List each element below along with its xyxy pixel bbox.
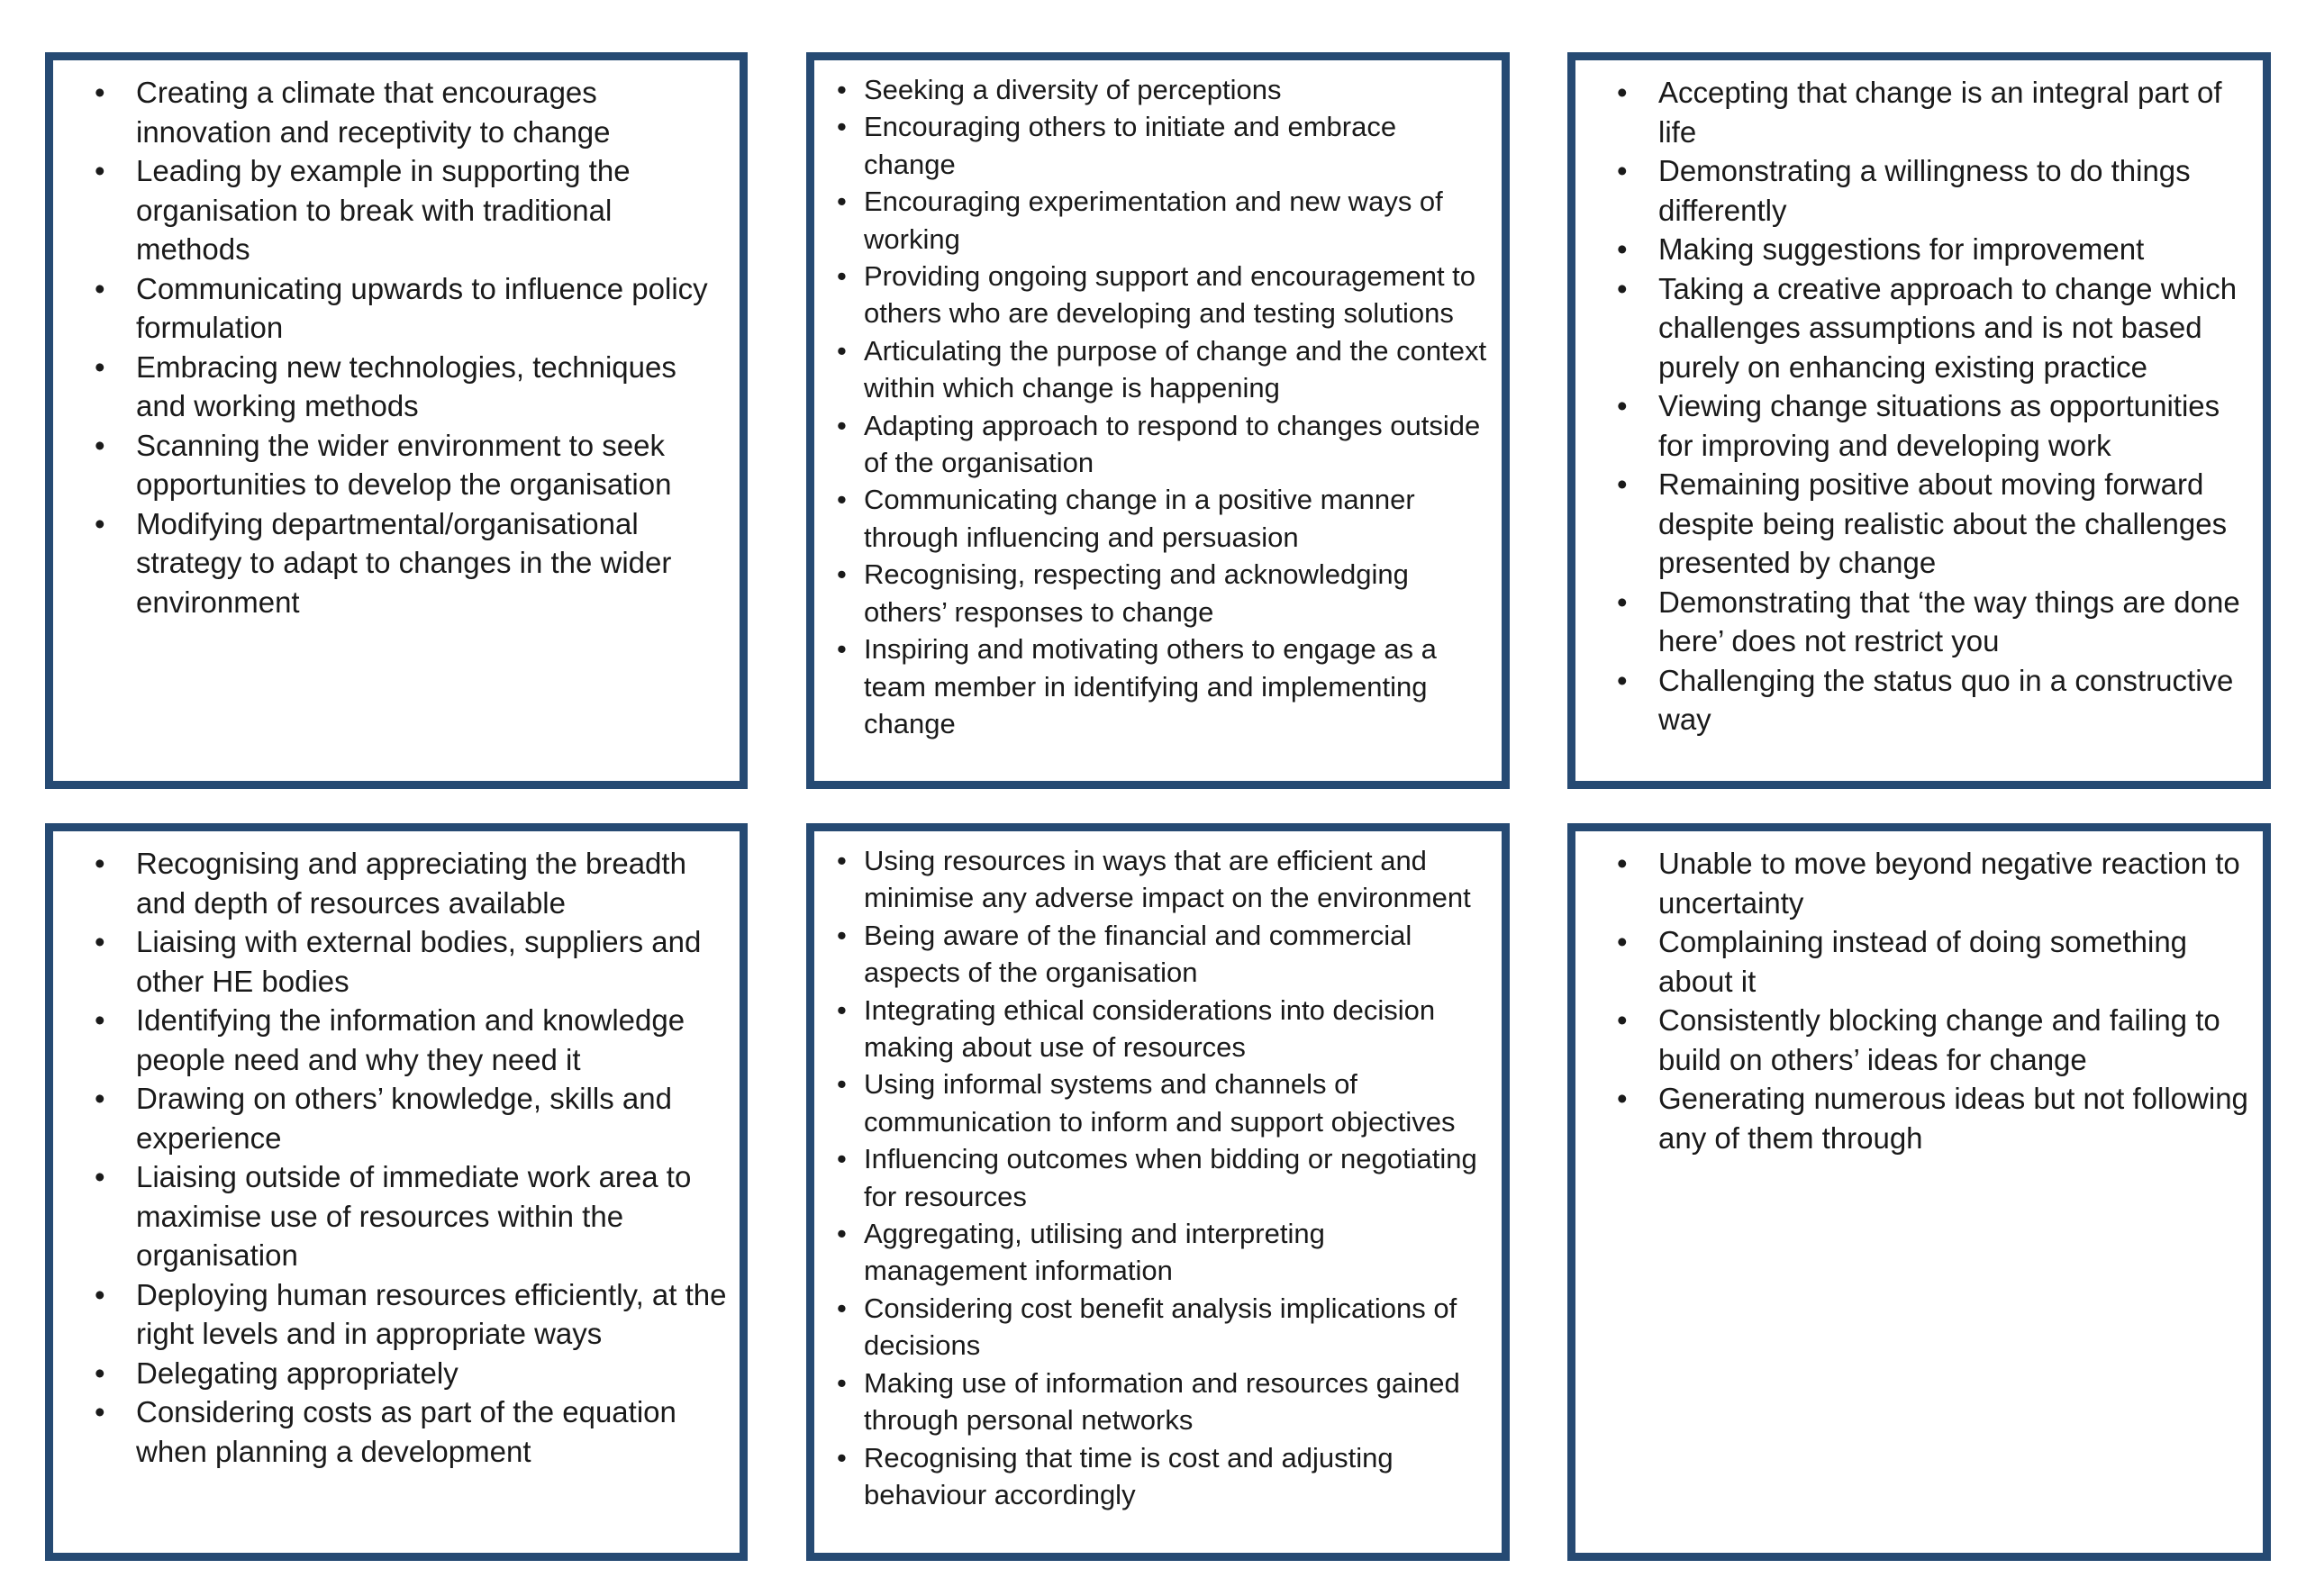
list-item: • Creating a climate that encourages innovation and receptivity to change — [75, 73, 727, 151]
list-item: • Leading by example in supporting the organisation to break with traditional methods — [75, 151, 727, 269]
list-item: • Communicating change in a positive manner through influencing and persuasion — [833, 481, 1489, 556]
card-bottom-middle — [806, 823, 1510, 1561]
list-item: • Seeking a diversity of perceptions — [833, 71, 1489, 108]
list-item: • Articulating the purpose of change and the context within which change is happening — [833, 332, 1489, 407]
card-top-right — [1567, 52, 2271, 789]
list-item: • Modifying departmental/organisational strategy to adapt to changes in the wider environment — [75, 504, 727, 622]
list-item: • Challenging the status quo in a constructive way — [1597, 661, 2250, 739]
list-item: • Encouraging experimentation and new ways of working — [833, 183, 1489, 258]
list-item: • Encouraging others to initiate and embrace change — [833, 108, 1489, 183]
list-item: • Considering cost benefit analysis implications of decisions — [833, 1290, 1493, 1365]
list-item: • Being aware of the financial and commercial aspects of the organisation — [833, 917, 1493, 992]
list-item: • Providing ongoing support and encouragement to others who are developing and testing solutions — [833, 258, 1489, 332]
list-item: • Making use of information and resources gained through personal networks — [833, 1365, 1493, 1439]
list-item: • Scanning the wider environment to seek opportunities to develop the organisation — [75, 426, 727, 504]
list-item: • Adapting approach to respond to changes outside of the organisation — [833, 407, 1489, 482]
list-item: • Embracing new technologies, techniques and working methods — [75, 348, 727, 426]
list-item: • Remaining positive about moving forward despite being realistic about the challenges presented by change — [1597, 465, 2250, 583]
bullet-list — [1597, 73, 2250, 739]
list-item: • Drawing on others’ knowledge, skills and experience — [75, 1079, 727, 1157]
bullet-list — [75, 844, 727, 1471]
list-item: • Integrating ethical considerations into decision making about use of resources — [833, 992, 1493, 1066]
list-item: • Using informal systems and channels of communication to inform and support objectives — [833, 1066, 1493, 1140]
card-bottom-right — [1567, 823, 2271, 1561]
list-item: • Consistently blocking change and failing to build on others’ ideas for change — [1597, 1001, 2250, 1079]
list-item: • Liaising outside of immediate work area to maximise use of resources within the organisation — [75, 1157, 727, 1275]
list-item: • Communicating upwards to influence policy formulation — [75, 269, 727, 348]
list-item: • Complaining instead of doing something about it — [1597, 922, 2250, 1001]
list-item: • Inspiring and motivating others to engage as a team member in identifying and implementing change — [833, 630, 1489, 742]
list-item: • Making suggestions for improvement — [1597, 230, 2250, 269]
card-top-left — [45, 52, 748, 789]
bullet-list — [75, 73, 727, 621]
list-item: • Aggregating, utilising and interpreting management information — [833, 1215, 1493, 1290]
card-bottom-left — [45, 823, 748, 1561]
list-item: • Taking a creative approach to change which challenges assumptions and is not based purely on enhancing existing practice — [1597, 269, 2250, 387]
list-item: • Unable to move beyond negative reaction to uncertainty — [1597, 844, 2250, 922]
list-item: • Delegating appropriately — [75, 1354, 727, 1393]
list-item: • Using resources in ways that are efficient and minimise any adverse impact on the environment — [833, 842, 1493, 917]
list-item: • Influencing outcomes when bidding or negotiating for resources — [833, 1140, 1493, 1215]
list-item: • Accepting that change is an integral part of life — [1597, 73, 2250, 151]
list-item: • Recognising, respecting and acknowledging others’ responses to change — [833, 556, 1489, 630]
list-item: • Generating numerous ideas but not following any of them through — [1597, 1079, 2250, 1157]
list-item: • Liaising with external bodies, suppliers and other HE bodies — [75, 922, 727, 1001]
card-top-middle — [806, 52, 1510, 789]
list-item: • Recognising and appreciating the breadth and depth of resources available — [75, 844, 727, 922]
list-item: • Viewing change situations as opportunities for improving and developing work — [1597, 386, 2250, 465]
bullet-list — [833, 71, 1489, 742]
list-item: • Deploying human resources efficiently, at the right levels and in appropriate ways — [75, 1275, 727, 1354]
list-item: • Considering costs as part of the equation when planning a development — [75, 1392, 727, 1471]
bullet-list — [833, 842, 1493, 1513]
list-item: • Identifying the information and knowledge people need and why they need it — [75, 1001, 727, 1079]
bullet-list — [1597, 844, 2250, 1157]
list-item: • Recognising that time is cost and adjusting behaviour accordingly — [833, 1439, 1493, 1514]
list-item: • Demonstrating a willingness to do things differently — [1597, 151, 2250, 230]
list-item: • Demonstrating that ‘the way things are done here’ does not restrict you — [1597, 583, 2250, 661]
